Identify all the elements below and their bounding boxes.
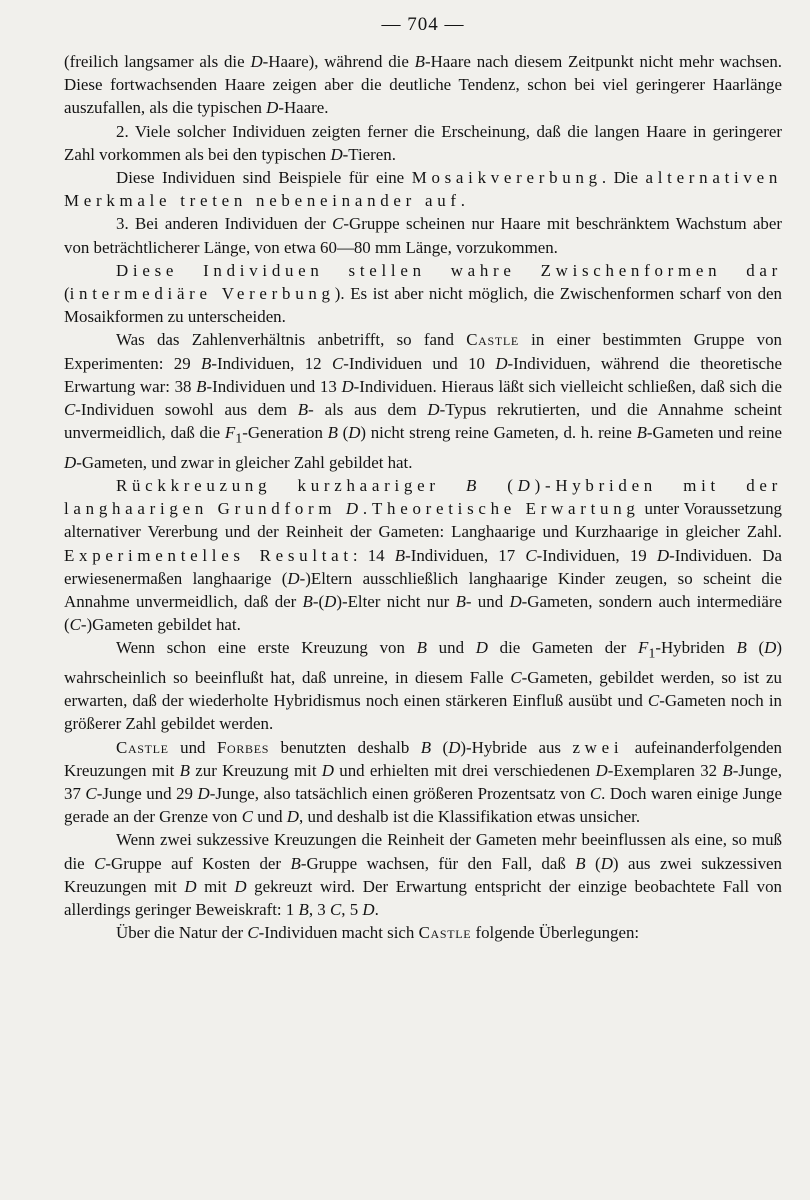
paragraph-5: Diese Individuen stellen wahre Zwischenformen dar (intermediäre Vererbung). Es ist aber nicht möglich, die Zwischenformen scharf von den Mosaikformen zu unterscheiden. (64, 260, 782, 327)
paragraph-2: 2. Viele solcher Individuen zeigten ferner die Erscheinung, daß die langen Haare in geringerer Zahl vorkommen als bei den typischen D-Tieren. (64, 121, 782, 164)
paragraph-8: Wenn schon eine erste Kreuzung von B und D die Gameten der $F_1$-Hybriden B (D) wahrscheinlich so beeinflußt hat, daß unreine, in diesem Falle C-Gameten, gebildet werden, so ist zu erwarten, daß der wiederholte Hybridismus noch einen stärkeren Einfluß ausübt und C-Gameten noch in größerer Zahl gebildet werden. (64, 638, 782, 734)
paragraph-7: Rückkreuzung kurzhaariger B (D)-Hybriden mit der langhaarigen Grundform D. Theoretische Erwartung unter Voraussetzung alternativer Vererbung und der Reinheit der Gameten: Langhaarige und Kurzhaarige in gleicher Zahl. Experimentelles Resultat: 14 B-Individuen, 17 C-Individuen, 19 D-Individuen. Da erwiesenermaßen langhaarige (D-)Eltern ausschließlich langhaarige Kinder zeugen, so scheint die Annahme unvermeidlich, daß der B-(D)-Elter nicht nur B- und D-Gameten, sondern auch intermediäre (C-)Gameten gebildet hat. (64, 476, 783, 635)
paragraph-3: Diese Individuen sind Beispiele für eine Mosaikvererbung. Die alternativen Merkmale treten nebeneinander auf. (64, 168, 783, 211)
paragraph-9: Castle und Forbes benutzten deshalb B (D)-Hybride aus zwei aufeinanderfolgenden Kreuzungen mit B zur Kreuzung mit D und erhielten mit drei verschiedenen D-Exemplaren 32 B-Junge, 37 C-Junge und 29 D-Junge, also tatsächlich einen größeren Prozentsatz von C. Doch waren einige Junge gerade an der Grenze von C und D, und deshalb ist die Klassifikation etwas unsicher. (64, 737, 782, 827)
paragraph-11: Über die Natur der C-Individuen macht sich Castle folgende Überlegungen: (116, 923, 640, 943)
paragraph-10: Wenn zwei sukzessive Kreuzungen die Reinheit der Gameten mehr beeinflussen als eine, so muß die C-Gruppe auf Kosten der B-Gruppe wachsen, für den Fall, daß B (D) aus zwei sukzessiven Kreuzungen mit D mit D gekreuzt wird. Der Erwartung entspricht der einzige beobachtete Fall von allerdings geringer Beweiskraft: 1 B, 3 C, 5 D. (64, 830, 782, 920)
paragraph-1: (freilich langsamer als die D-Haare), während die B-Haare nach diesem Zeitpunkt nicht mehr wachsen. Diese fortwachsenden Haare zeigen aber die deutliche Tendenz, schon bei viel geringerer Haarlänge auszufallen, als die typischen D-Haare. (64, 52, 783, 118)
body-text (64, 50, 782, 944)
paragraph-6: Was das Zahlenverhältnis anbetrifft, so fand Castle in einer bestimmten Gruppe von Experimenten: 29 B-Individuen, 12 C-Individuen und 10 D-Individuen, während die theoretische Erwartung war: 38 B-Individuen und 13 D-Individuen. Hieraus läßt sich vielleicht schließen, daß sich die C-Individuen sowohl aus dem B- als aus dem D-Typus rekrutierten, und die Annahme scheint unvermeidlich, daß die $F_1$-Generation B (D) nicht streng reine Gameten, d. h. reine B-Gameten und reine D-Gameten, und zwar in gleicher Zahl gebildet hat. (64, 330, 783, 472)
paragraph-4: 3. Bei anderen Individuen der C-Gruppe scheinen nur Haare mit beschränktem Wachstum aber von beträchtlicherer Länge, von etwa 60—80 mm Länge, vorzukommen. (64, 214, 783, 257)
page-number: — 704 — (381, 14, 465, 35)
